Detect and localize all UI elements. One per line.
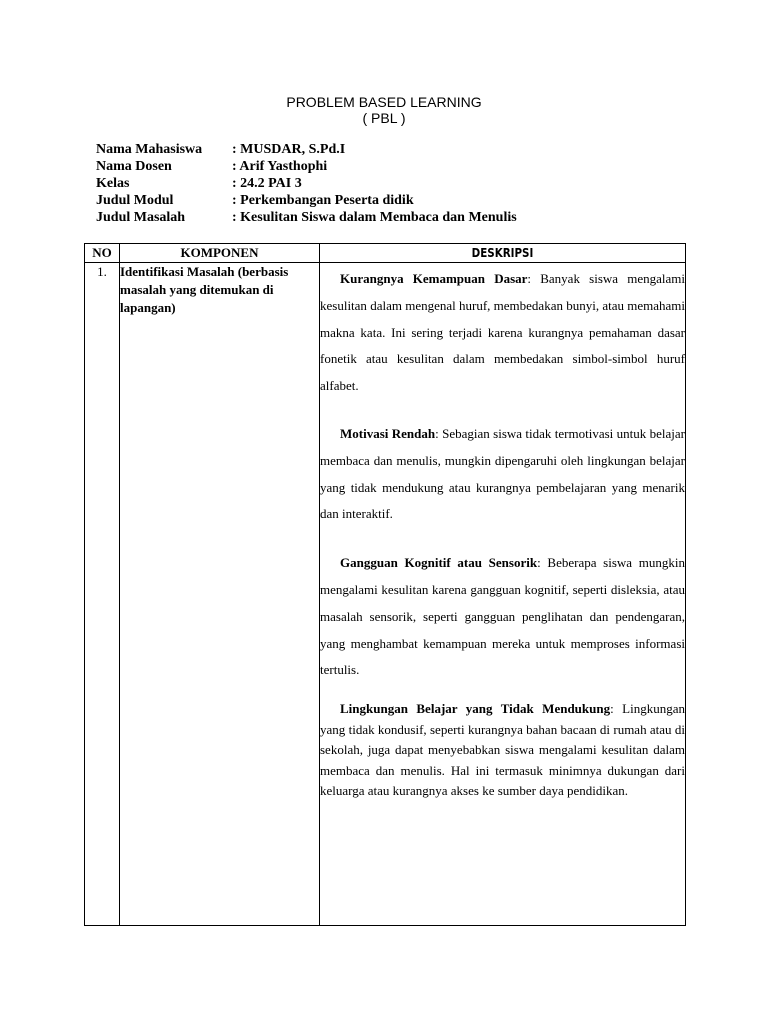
info-label: Nama Mahasiswa	[96, 142, 203, 157]
info-row-nama-mahasiswa	[96, 141, 517, 158]
paragraph-text: : Sebagian siswa tidak termotivasi untuk belajar membaca dan menulis, mungkin dipengaruhi oleh lingkungan belajar yang tidak mendukung atau kurangnya pembelajaran yang menarik dan interaktif.	[320, 425, 686, 522]
info-row-judul-modul	[96, 192, 517, 209]
info-value: : Perkembangan Peserta didik	[232, 193, 414, 208]
paragraph-kemampuan-dasar	[320, 266, 685, 400]
paragraph-term: Gangguan Kognitif atau Sensorik	[340, 555, 538, 571]
table-header-row	[85, 244, 686, 263]
info-label: Judul Modul	[96, 193, 174, 208]
info-value: : Arif Yasthophi	[232, 159, 328, 174]
deskripsi-cell	[320, 263, 686, 926]
info-label: Kelas	[96, 176, 130, 191]
paragraph-text: : Banyak siswa mengalami kesulitan dalam mengenal huruf, membedakan bunyi, atau memahami makna kata. Ini sering terjadi karena kurangnya pemahaman dasar fonetik atau kesulitan dalam membedakan simbol-simbol huruf alfabet.	[320, 271, 685, 394]
komponen-cell: Identifikasi Masalah (berbasis masalah yang ditemukan di lapangan)	[120, 263, 320, 926]
paragraph-text: : Beberapa siswa mungkin mengalami kesulitan karena gangguan kognitif, seperti disleksia, atau masalah sensorik, seperti gangguan penglihatan dan pendengaran, yang menghambat kemampuan mereka untuk memproses informasi tertulis.	[320, 555, 685, 678]
paragraph-term: Kurangnya Kemampuan Dasar	[340, 271, 528, 286]
header-komponen: KOMPONEN	[120, 244, 320, 263]
paragraph-lingkungan-belajar	[320, 699, 685, 802]
info-row-nama-dosen	[96, 158, 517, 175]
info-row-judul-masalah	[96, 209, 517, 226]
title-line-1: PROBLEM BASED LEARNING	[286, 94, 482, 110]
paragraph-term: Motivasi Rendah	[340, 425, 436, 441]
info-value: : 24.2 PAI 3	[232, 176, 302, 191]
paragraph-term: Lingkungan Belajar yang Tidak Mendukung	[340, 701, 611, 717]
info-row-kelas	[96, 175, 517, 192]
paragraph-text: : Lingkungan yang tidak kondusif, seperti kurangnya bahan bacaan di rumah atau di sekolah, juga dapat menyebabkan siswa mengalami kesulitan dalam membaca dan menulis. Hal ini termasuk minimnya dukungan dari keluarga atau kurangnya akses ke sumber daya pendidikan.	[320, 701, 686, 799]
info-label: Judul Masalah	[96, 210, 186, 225]
paragraph-gangguan-kognitif	[320, 550, 685, 684]
title-line-2: ( PBL )	[362, 110, 406, 126]
info-label: Nama Dosen	[96, 159, 172, 174]
info-value: : MUSDAR, S.Pd.I	[232, 142, 346, 157]
row-number: 1.	[85, 263, 120, 926]
student-info-block	[96, 141, 517, 226]
table-row	[85, 263, 686, 926]
pbl-table	[84, 243, 686, 926]
header-no: NO	[85, 244, 120, 263]
info-value: : Kesulitan Siswa dalam Membaca dan Menulis	[232, 210, 517, 225]
document-title	[0, 94, 768, 126]
paragraph-motivasi-rendah	[320, 421, 685, 528]
header-deskripsi: DESKRIPSI	[320, 244, 686, 263]
